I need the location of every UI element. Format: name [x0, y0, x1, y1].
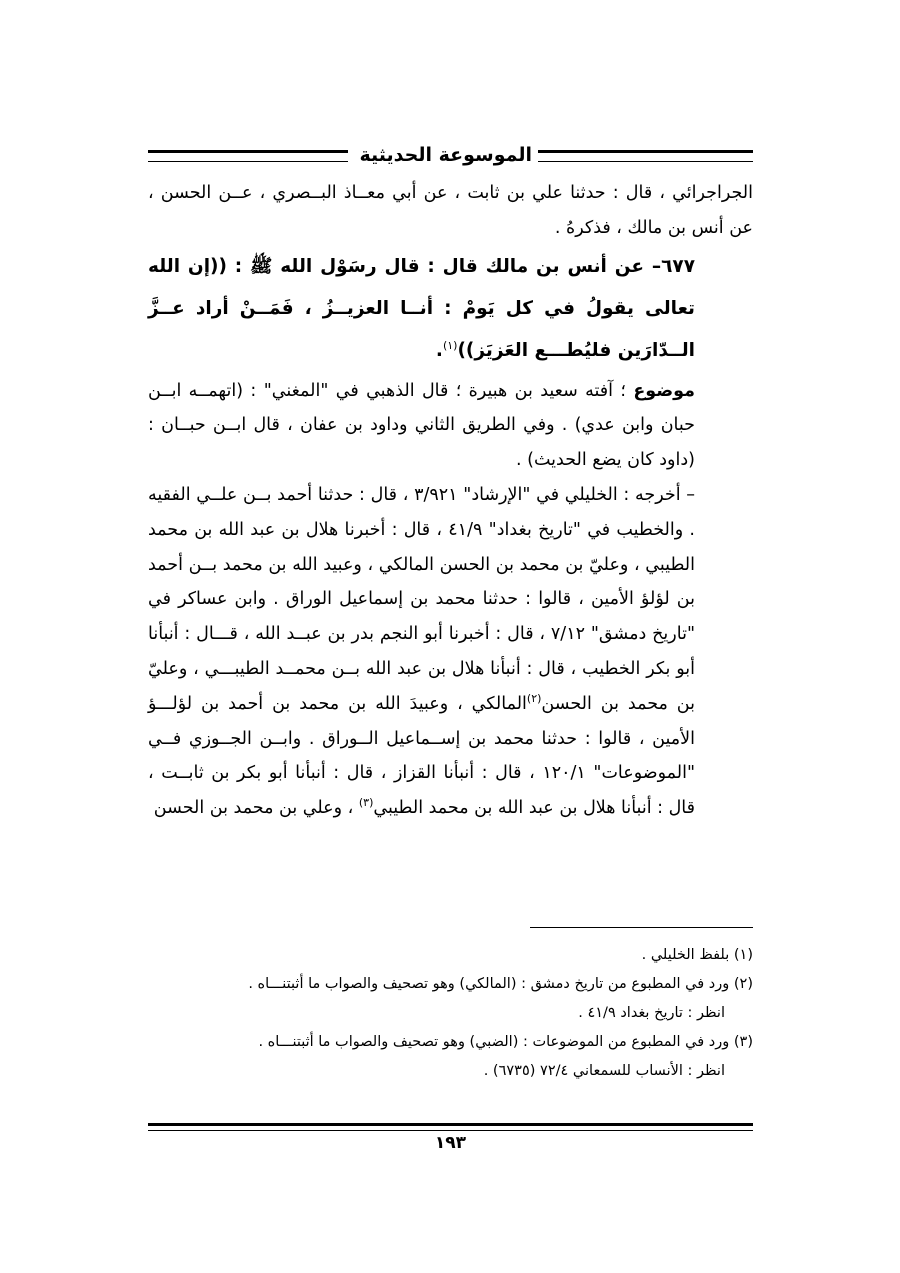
- takhrij-text-a: – أخرجه : الخليلي في "الإرشاد" ٣/٩٢١ ، قال : حدثنا أحمد بــن علــي الفقيه . والخطيب في "تاريخ بغداد" ٤١/٩ ، قال : أخبرنا هلال بن عبد الله بن محمد الطيبي ، وعليّ بن محمد بن الحسن المالكي ، وعبيد الله بن محمد بــن أحمد بن لؤلؤ الأمين ، قالوا : حدثنا محمد بن إسماعيل الوراق . وابن عساكر في "تاريخ دمشق" ٧/١٢ ، قال : أخبرنا أبو النجم بدر بن عبــد الله ، قـــال : أنبأنا أبو بكر الخطيب ، قال : أنبأنا هلال بن عبد الله بــن محمــد الطيبـــي ، وعليّ بن محمد بن الحسن: [148, 484, 696, 714]
- hadith-block: [148, 246, 753, 372]
- footnotes: [148, 941, 753, 1086]
- footnote-2: (٢) ورد في المطبوع من تاريخ دمشق : (المالكي) وهو تصحيف والصواب ما أثبتنـــاه .: [248, 976, 753, 992]
- footer-rule-thin: [148, 1130, 753, 1131]
- footnote-separator: [530, 927, 753, 928]
- takhrij-text-c: ، وعلي بن محمد بن الحسن: [153, 798, 359, 819]
- footnote-3: (٣) ورد في المطبوع من الموضوعات : (الضبي) وهو تصحيف والصواب ما أثبتنـــاه .: [258, 1034, 753, 1050]
- footnote-3-continued: انظر : الأنساب للسمعاني ٧٢/٤ (٦٧٣٥) .: [483, 1063, 725, 1079]
- footnote-ref-2: (٢): [526, 691, 542, 705]
- hadith-paragraph: ٦٧٧– عن أنس بن مالك قال : قال رسَوْل الله ﷺ : ((إن الله تعالى يقولُ في كل يَومْ : أنــا العزيــزُ ، فَمَــنْ أراد عــزَّ الــدّارَين فليُطـــع العَزيَز))$^{(١)}$.: [148, 255, 695, 361]
- page-number: ١٩٣: [434, 1133, 467, 1153]
- hadith-text: عن أنس بن مالك قال : قال رسَوْل الله ﷺ : ((إن الله تعالى يقولُ في كل يَومْ : أنــا العزيــزُ ، فَمَــنْ أراد عــزَّ الــدّارَين فليُطـــع العَزيَز)): [148, 255, 695, 361]
- running-header: [148, 143, 753, 173]
- hadith-number: ٦٧٧–: [651, 255, 695, 277]
- main-text: [148, 176, 753, 826]
- ruling-text: ؛ آفته سعيد بن هبيرة ؛ قال الذهبي في "المغني" : (اتهمــه ابــن حبان وابن عدي) . وفي الطريق الثاني وداود بن عفان ، قال ابــن حبــان : (داود كان يضع الحديث) .: [148, 380, 695, 471]
- running-title-text: الموسوعة الحديثية: [354, 143, 539, 167]
- footnote-ref-3: (٣): [358, 796, 374, 810]
- footnote-2-continued: انظر : تاريخ بغداد ٤١/٩ .: [578, 1005, 725, 1021]
- takhrij-paragraph: [148, 478, 753, 826]
- paragraph-continuation: الجراجرائي ، قال : حدثنا علي بن ثابت ، عن أبي معــاذ البــصري ، عــن الحسن ، عن أنس بن مالك ، فذكرهُ .: [148, 183, 753, 238]
- ruling-paragraph: [148, 374, 753, 478]
- footnote-ref-1: (١): [442, 338, 458, 352]
- footnote-1: (١) بلفظ الخليلي .: [641, 947, 753, 963]
- footer-rule-thick: [148, 1123, 753, 1126]
- ruling-label: موضوع: [633, 380, 695, 401]
- takhrij-text-b: المالكي ، وعبيدَ الله بن محمد بن أحمد بن لؤلـــؤ الأمين ، قالوا : حدثنا محمد بن إســماعيل الــوراق . وابــن الجــوزي فــي "الموضوعات" ١٢٠/١ ، قال : أنبأنا القزاز ، قال : أنبأنا أبو بكر بن ثابــت ، قال : أنبأنا هلال بن عبد الله بن محمد الطيبي: [148, 693, 695, 819]
